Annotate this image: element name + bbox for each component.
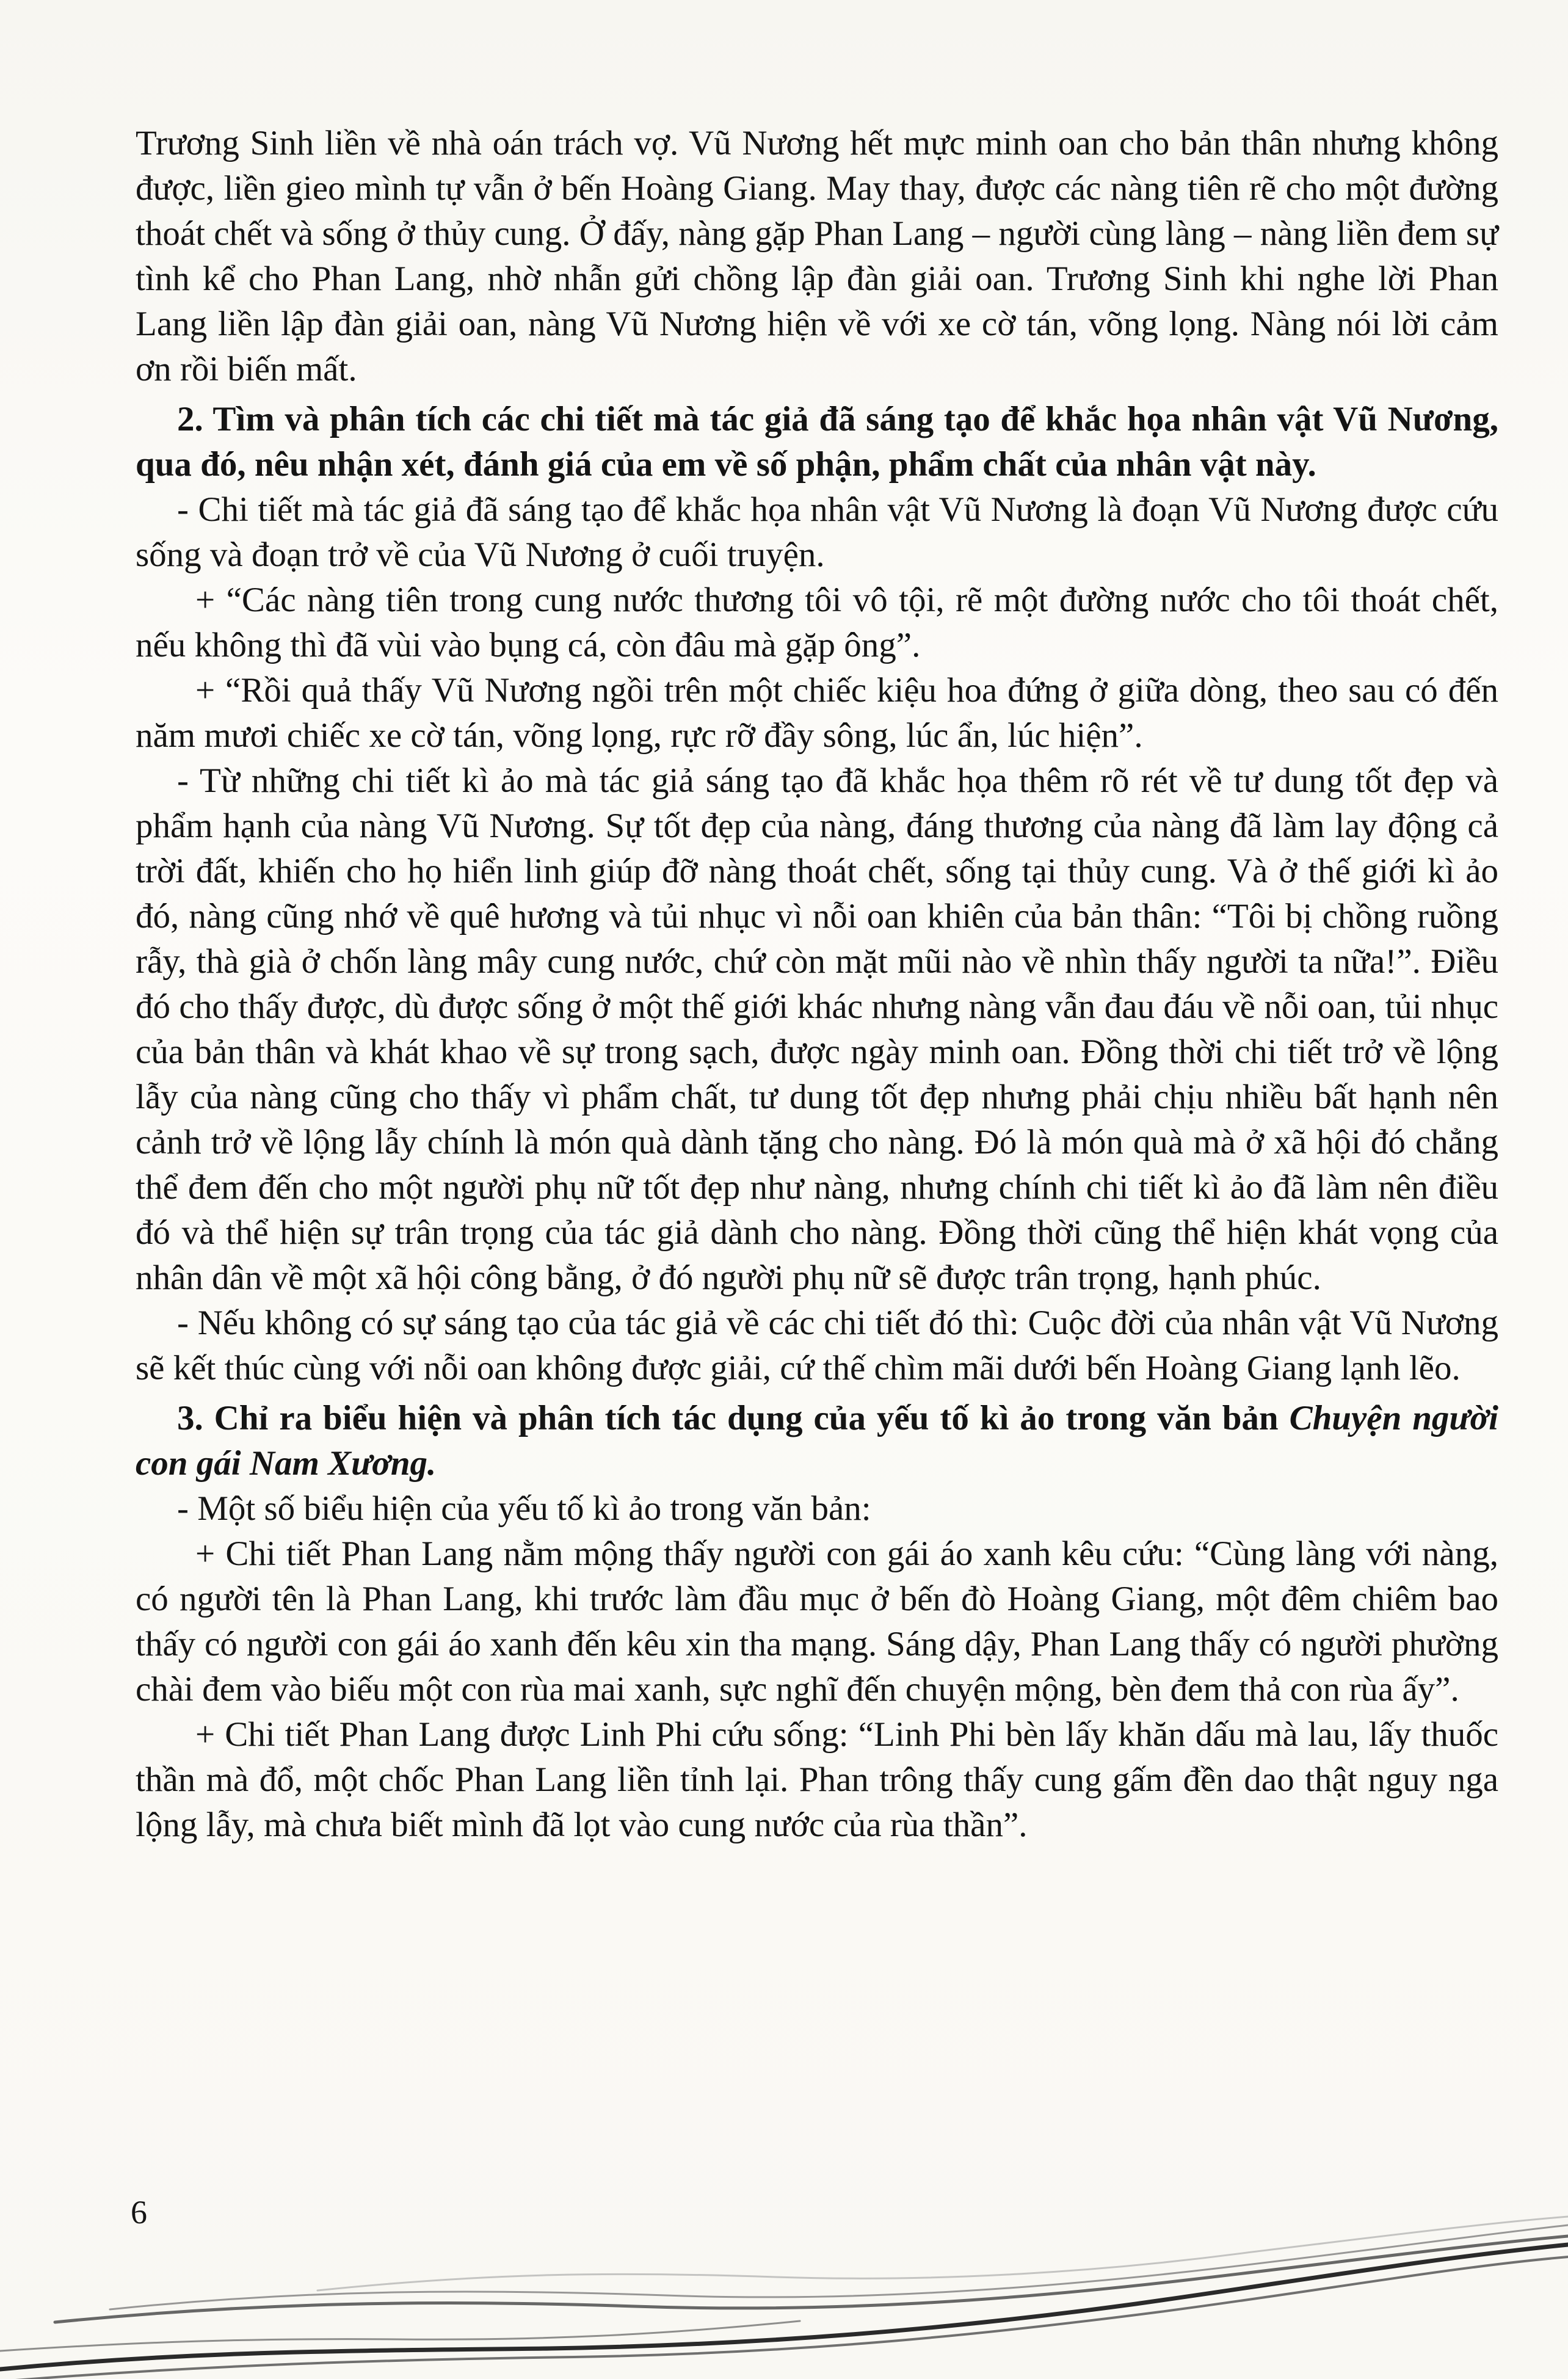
- section-2-heading: 2. Tìm và phân tích các chi tiết mà tác giả đã sáng tạo để khắc họa nhân vật Vũ Nương, qua đó, nêu nhận xét, đánh giá của em về số phận, phẩm chất của nhân vật này.: [136, 400, 1498, 484]
- section-3-detail-1: + Chi tiết Phan Lang nằm mộng thấy người con gái áo xanh kêu cứu: “Cùng làng với nàng, có người tên là Phan Lang, khi trước làm đầu mục ở bến đò Hoàng Giang, một đêm chiêm bao thấy có người con gái áo xanh đến kêu xin tha mạng. Sáng dậy, Phan Lang thấy có người phường chài đem vào biếu một con rùa mai xanh, sực nghĩ đến chuyện mộng, bèn đem thả con rùa ấy”.: [136, 1535, 1498, 1709]
- section-2-quote-2: + “Rồi quả thấy Vũ Nương ngồi trên một chiếc kiệu hoa đứng ở giữa dòng, theo sau có đến năm mươi chiếc xe cờ tán, võng lọng, rực rỡ đầy sông, lúc ẩn, lúc hiện”.: [136, 671, 1498, 755]
- intro-paragraph: Trương Sinh liền về nhà oán trách vợ. Vũ Nương hết mực minh oan cho bản thân nhưng không được, liền gieo mình tự vẫn ở bến Hoàng Giang. May thay, được các nàng tiên rẽ cho một đường thoát chết và sống ở thủy cung. Ở đấy, nàng gặp Phan Lang – người cùng làng – nàng liền đem sự tình kể cho Phan Lang, nhờ nhẫn gửi chồng lập đàn giải oan. Trương Sinh khi nghe lời Phan Lang liền lập đàn giải oan, nàng Vũ Nương hiện về với xe cờ tán, võng lọng. Nàng nói lời cảm ơn rồi biến mất.: [136, 124, 1498, 388]
- section-2-paragraph-1: - Chi tiết mà tác giả đã sáng tạo để khắc họa nhân vật Vũ Nương là đoạn Vũ Nương được cứu sống và đoạn trở về của Vũ Nương ở cuối truyện.: [136, 490, 1498, 574]
- document-body: [136, 121, 1498, 1848]
- decorative-wave-ornament: [0, 2198, 1568, 2379]
- section-2-paragraph-analysis: - Từ những chi tiết kì ảo mà tác giả sáng tạo đã khắc họa thêm rõ rét về tư dung tốt đẹp và phẩm hạnh của nàng Vũ Nương. Sự tốt đẹp của nàng, đáng thương của nàng đã làm lay động cả trời đất, khiến cho họ hiển linh giúp đỡ nàng thoát chết, sống tại thủy cung. Và ở thế giới kì ảo đó, nàng cũng nhớ về quê hương và tủi nhục vì nỗi oan khiên của bản thân: “Tôi bị chồng ruồng rẫy, thà già ở chốn làng mây cung nước, chứ còn mặt mũi nào về nhìn thấy người ta nữa!”. Điều đó cho thấy được, dù được sống ở một thế giới khác nhưng nàng vẫn đau đáu về nỗi oan, tủi nhục của bản thân và khát khao về sự trong sạch, được ngày minh oan. Đồng thời chi tiết trở về lộng lẫy của nàng cũng cho thấy vì phẩm chất, tư dung tốt đẹp nhưng phải chịu nhiều bất hạnh nên cảnh trở về lộng lẫy chính là món quà dành tặng cho nàng. Đó là món quà mà ở xã hội đó chẳng thể đem đến cho một người phụ nữ tốt đẹp như nàng, nhưng chính chi tiết kì ảo đã làm nên điều đó và thể hiện sự trân trọng của tác giả dành cho nàng. Đồng thời cũng thể hiện khát vọng của nhân dân về một xã hội công bằng, ở đó người phụ nữ sẽ được trân trọng, hạnh phúc.: [136, 761, 1498, 1297]
- section-2-paragraph-conclusion: - Nếu không có sự sáng tạo của tác giả về các chi tiết đó thì: Cuộc đời của nhân vật Vũ Nương sẽ kết thúc cùng với nỗi oan không được giải, cứ thế chìm mãi dưới bến Hoàng Giang lạnh lẽo.: [136, 1304, 1498, 1387]
- section-2-quote-1: + “Các nàng tiên trong cung nước thương tôi vô tội, rẽ một đường nước cho tôi thoát chết, nếu không thì đã vùi vào bụng cá, còn đâu mà gặp ông”.: [136, 581, 1498, 664]
- section-3-detail-2: + Chi tiết Phan Lang được Linh Phi cứu sống: “Linh Phi bèn lấy khăn dấu mà lau, lấy thuốc thần mà đổ, một chốc Phan Lang liền tỉnh lại. Phan trông thấy cung gấm đền dao thật nguy nga lộng lẫy, mà chưa biết mình đã lọt vào cung nước của rùa thần”.: [136, 1715, 1498, 1844]
- section-3-heading: [136, 1396, 1498, 1486]
- section-3-heading-main: 3. Chỉ ra biểu hiện và phân tích tác dụng của yếu tố kì ảo trong văn bản: [177, 1399, 1290, 1437]
- page-number: 6: [131, 2194, 147, 2231]
- section-3-heading-title: Chuyện người con gái Nam Xương.: [136, 1399, 1498, 1483]
- section-3-paragraph-1: - Một số biểu hiện của yếu tố kì ảo trong văn bản:: [177, 1489, 871, 1528]
